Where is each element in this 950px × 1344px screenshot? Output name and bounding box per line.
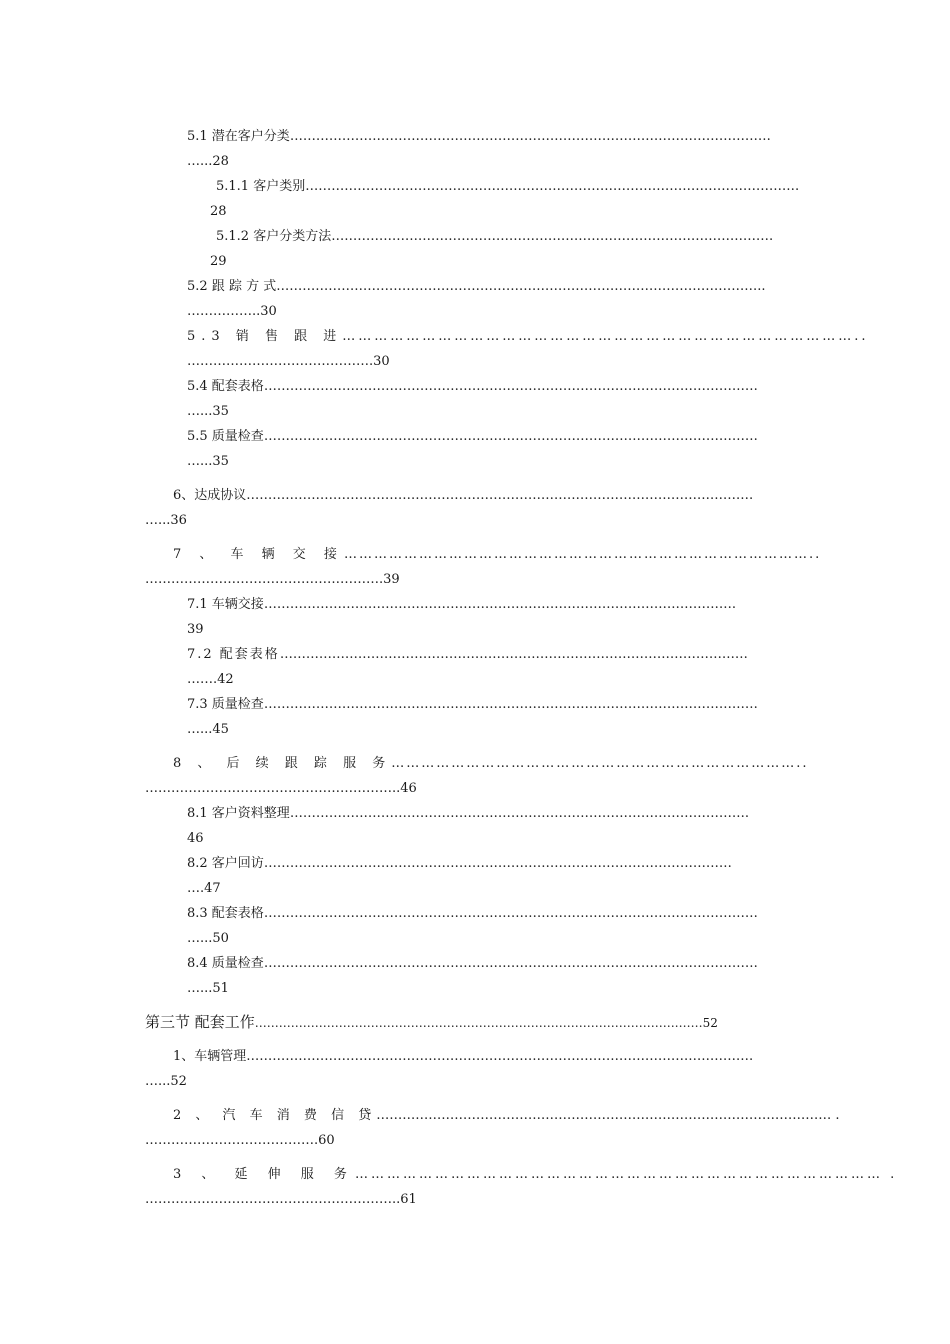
toc-page-5-2: ……………..30 — [187, 304, 277, 319]
toc-leader: ………………………………………………………………………………………… — [331, 229, 774, 244]
toc-label: 8.4 质量检查 — [187, 956, 264, 971]
toc-entry-5-1-2[interactable] — [216, 228, 807, 246]
toc-leader: ……………………………………………………………………….. — [391, 756, 809, 771]
toc-page-8: …………………………………………………..46 — [145, 781, 417, 796]
toc-leader: ……………………………………………………………………………………………. — [289, 806, 749, 821]
toc-leader: …………………………………………………………………………………………………… — [263, 906, 758, 921]
toc-leader: ……………………………………………………………………………………………… — [279, 647, 748, 662]
toc-leader: …………………………………………………………………………………………………… — [263, 697, 758, 712]
toc-entry-7-1[interactable] — [187, 596, 807, 614]
toc-entry-5-4[interactable] — [187, 378, 807, 396]
toc-entry-5-1-1[interactable] — [216, 178, 807, 196]
toc-page-8-2: ….47 — [187, 881, 221, 896]
toc-label: 7.1 车辆交接 — [187, 597, 264, 612]
toc-entry-8-3[interactable] — [187, 905, 807, 923]
toc-page-3: …………………………………………………..61 — [145, 1192, 417, 1207]
toc-label: 8 、 后 续 跟 踪 服 务 — [173, 756, 392, 771]
toc-label: 5.1.1 客户类别 — [216, 179, 306, 194]
toc-leader: …………………………………………………………………………………………….……52 — [254, 1016, 718, 1030]
toc-entry-7[interactable] — [173, 546, 822, 564]
toc-page-5-1-1: 28 — [210, 204, 227, 219]
toc-label: 7.3 质量检查 — [187, 697, 264, 712]
toc-page-1: …...52 — [145, 1074, 187, 1089]
toc-leader: ……………………………………………………………………………………………………… — [246, 488, 754, 503]
toc-section-3[interactable] — [145, 1013, 807, 1032]
toc-leader: ………………………………………………………………………………………………… — [289, 129, 771, 144]
toc-label: 2 、 汽 车 消 费 信 贷 — [173, 1108, 377, 1123]
toc-page-7-2: …….42 — [187, 672, 234, 687]
toc-leader: ……………………………………………………………………………………… . — [354, 1167, 898, 1182]
toc-entry-8-2[interactable] — [187, 855, 807, 873]
toc-page-7-1: 39 — [187, 622, 204, 637]
toc-label: 5.2 跟 踪 方 式 — [187, 279, 277, 294]
toc-entry-3[interactable] — [173, 1166, 898, 1184]
toc-label: 5.1 潜在客户分类 — [187, 129, 290, 144]
toc-leader: …………………………………………………………………………………………………… — [305, 179, 800, 194]
toc-leader: …………………………………………………………………………………….. — [342, 329, 869, 344]
toc-label: 5.1.2 客户分类方法 — [216, 229, 332, 244]
toc-label: 1、车辆管理 — [173, 1049, 247, 1064]
toc-entry-8-4[interactable] — [187, 955, 807, 973]
toc-page-5-3: …………………………………….30 — [187, 354, 390, 369]
toc-label: 8.2 客户回访 — [187, 856, 264, 871]
toc-page-8-3: …...50 — [187, 931, 229, 946]
toc-label: 6、达成协议 — [173, 488, 247, 503]
toc-leader: …………………………………………………………………………………………… . — [376, 1108, 840, 1123]
toc-page-8-4: …...51 — [187, 981, 229, 996]
toc-leader: …………………………………………………………………………………………………… — [263, 379, 758, 394]
toc-entry-5-2[interactable] — [187, 278, 807, 296]
toc-page-5-1: …...28 — [187, 154, 229, 169]
toc-page-6: …...36 — [145, 513, 187, 528]
toc-label: 5.4 配套表格 — [187, 379, 264, 394]
toc-page-7: ……………………………………………….39 — [145, 572, 400, 587]
toc-page-5-5: …...35 — [187, 454, 229, 469]
toc-label: 8.1 客户资料整理 — [187, 806, 290, 821]
toc-entry-5-5[interactable] — [187, 428, 807, 446]
toc-entry-2[interactable] — [173, 1107, 840, 1125]
toc-label: 5.3 销 售 跟 进 — [187, 329, 343, 344]
toc-entry-7-3[interactable] — [187, 696, 807, 714]
toc-page-5-1-2: 29 — [210, 254, 227, 269]
toc-leader: ………………………………………………………………………………………………….. — [276, 279, 766, 294]
toc-leader: ……………………………………………………………………………………………… — [263, 856, 732, 871]
toc-leader: ……………………………………………………………………………………………………… — [246, 1049, 754, 1064]
toc-leader: …………………………………………………………………………………………………… — [263, 956, 758, 971]
toc-page-8-1: 46 — [187, 831, 204, 846]
toc-entry-8[interactable] — [173, 755, 807, 773]
toc-leader: …………………………………………………………………………………………………… — [263, 429, 758, 444]
toc-label: 7.2 配套表格 — [187, 647, 280, 662]
toc-entry-1[interactable] — [173, 1048, 807, 1066]
toc-page-2: ………………………………….60 — [145, 1133, 335, 1148]
toc-entry-5-1[interactable] — [187, 128, 807, 146]
toc-leader: ………………………………………………………………………………………………. — [263, 597, 736, 612]
toc-entry-6[interactable] — [173, 487, 807, 505]
toc-label: 8.3 配套表格 — [187, 906, 264, 921]
toc-entry-5-3[interactable] — [187, 328, 869, 346]
toc-label: 3 、 延 伸 服 务 — [173, 1167, 355, 1182]
toc-label: 7 、 车 辆 交 接 — [173, 547, 344, 562]
toc-leader: ………………………………………………………………………………….. — [343, 547, 822, 562]
toc-page-5-4: …...35 — [187, 404, 229, 419]
toc-label: 第三节 配套工作 — [145, 1013, 255, 1031]
toc-page-7-3: …...45 — [187, 722, 229, 737]
toc-label: 5.5 质量检查 — [187, 429, 264, 444]
toc-entry-7-2[interactable] — [187, 646, 807, 664]
toc-entry-8-1[interactable] — [187, 805, 807, 823]
